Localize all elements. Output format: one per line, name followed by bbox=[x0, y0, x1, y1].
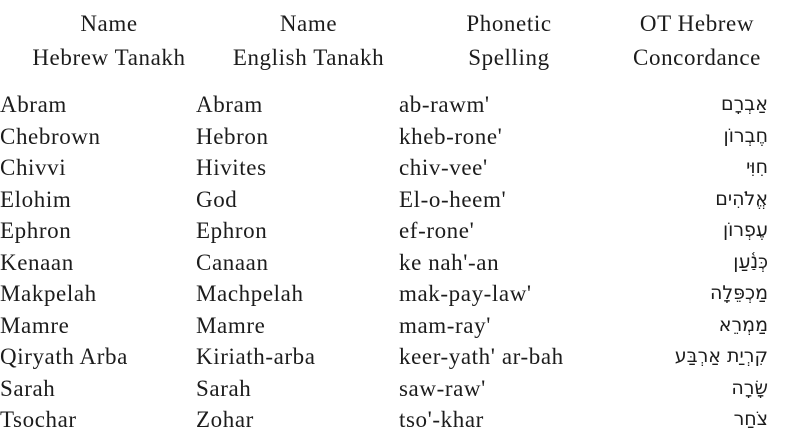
cell-english-tanakh-name: Canaan bbox=[196, 249, 269, 275]
cell-hebrew-tanakh-name: Kenaan bbox=[0, 249, 74, 275]
cell-hebrew-tanakh-name: Mamre bbox=[0, 312, 70, 338]
cell-phonetic-spelling: El-o-heem' bbox=[399, 186, 507, 212]
cell-ot-hebrew: קִרְיַת אַרְבַּע bbox=[674, 345, 768, 367]
cell-english-tanakh-name: Zohar bbox=[196, 407, 254, 432]
cell-ot-hebrew: מַמְרֵא bbox=[718, 313, 768, 336]
column-header-name-hebrew-tanakh bbox=[11, 7, 207, 75]
column-header-name-english-tanakh bbox=[207, 7, 410, 75]
cell-english-tanakh-name: Abram bbox=[196, 92, 263, 117]
cell-phonetic-spelling: saw-raw' bbox=[399, 375, 486, 401]
cell-english-tanakh-name: God bbox=[196, 186, 238, 212]
cell-english-tanakh-name: Kiriath-arba bbox=[196, 344, 316, 369]
cell-english-tanakh-name: Hivites bbox=[196, 155, 267, 180]
table-row bbox=[0, 121, 786, 153]
cell-phonetic-spelling: tso'-khar bbox=[399, 407, 484, 432]
column-header-line: Name bbox=[80, 11, 138, 36]
cell-english-tanakh-name: Sarah bbox=[196, 375, 252, 401]
cell-ot-hebrew: אַבְרָם bbox=[720, 93, 768, 115]
cell-hebrew-tanakh-name: Makpelah bbox=[0, 281, 97, 306]
table-row bbox=[0, 341, 786, 373]
cell-english-tanakh-name: Machpelah bbox=[196, 281, 304, 306]
cell-english-tanakh-name: Ephron bbox=[196, 218, 268, 243]
cell-hebrew-tanakh-name: Qiryath Arba bbox=[0, 344, 128, 369]
table-row bbox=[0, 152, 786, 184]
table-row bbox=[0, 373, 786, 405]
cell-hebrew-tanakh-name: Sarah bbox=[0, 375, 56, 401]
column-header-line: Name bbox=[279, 11, 338, 36]
cell-ot-hebrew: אֱלֹהִים bbox=[715, 187, 768, 210]
column-header-line: Phonetic bbox=[466, 11, 552, 36]
column-header-line: English Tanakh bbox=[232, 45, 385, 70]
cell-hebrew-tanakh-name: Chivvi bbox=[0, 155, 67, 180]
cell-phonetic-spelling: kheb-rone' bbox=[399, 123, 503, 149]
table-header-row bbox=[0, 0, 786, 75]
cell-ot-hebrew: חִוִּי bbox=[746, 156, 768, 178]
cell-phonetic-spelling: ef-rone' bbox=[399, 218, 475, 243]
table-row bbox=[0, 404, 786, 436]
cell-ot-hebrew: צֹחַר bbox=[733, 408, 768, 430]
column-header-phonetic-spelling bbox=[410, 7, 608, 75]
cell-phonetic-spelling: mak-pay-law' bbox=[399, 281, 532, 306]
cell-ot-hebrew: שָׂרָה bbox=[731, 376, 768, 399]
table-row bbox=[0, 184, 786, 216]
cell-ot-hebrew: עֶפְרוֹן bbox=[722, 219, 768, 241]
cell-ot-hebrew: חֶבְרוֹן bbox=[723, 124, 768, 147]
cell-ot-hebrew: כְּנַ֫עַן bbox=[733, 250, 768, 273]
cell-phonetic-spelling: chiv-vee' bbox=[399, 155, 488, 180]
cell-hebrew-tanakh-name: Ephron bbox=[0, 218, 72, 243]
cell-hebrew-tanakh-name: Chebrown bbox=[0, 123, 101, 149]
column-header-line: OT Hebrew bbox=[639, 11, 755, 36]
cell-english-tanakh-name: Mamre bbox=[196, 312, 266, 338]
table-row bbox=[0, 89, 786, 121]
cell-phonetic-spelling: keer-yath' ar-bah bbox=[399, 344, 564, 369]
table-body bbox=[0, 89, 786, 436]
cell-phonetic-spelling: mam-ray' bbox=[399, 312, 491, 338]
table-row bbox=[0, 247, 786, 279]
column-header-line: Concordance bbox=[633, 45, 761, 70]
column-header-ot-hebrew-concordance bbox=[608, 7, 786, 75]
cell-ot-hebrew: מַכְפֵּלָה bbox=[709, 282, 768, 304]
cell-hebrew-tanakh-name: Abram bbox=[0, 92, 67, 117]
cell-hebrew-tanakh-name: Elohim bbox=[0, 186, 72, 212]
cell-phonetic-spelling: ke nah'-an bbox=[399, 249, 500, 275]
cell-hebrew-tanakh-name: Tsochar bbox=[0, 407, 77, 432]
column-header-line: Spelling bbox=[468, 45, 550, 70]
cell-phonetic-spelling: ab-rawm' bbox=[399, 92, 490, 117]
cell-english-tanakh-name: Hebron bbox=[196, 123, 269, 149]
table-row bbox=[0, 215, 786, 247]
table-row bbox=[0, 310, 786, 342]
table-row bbox=[0, 278, 786, 310]
column-header-line: Hebrew Tanakh bbox=[32, 45, 186, 70]
